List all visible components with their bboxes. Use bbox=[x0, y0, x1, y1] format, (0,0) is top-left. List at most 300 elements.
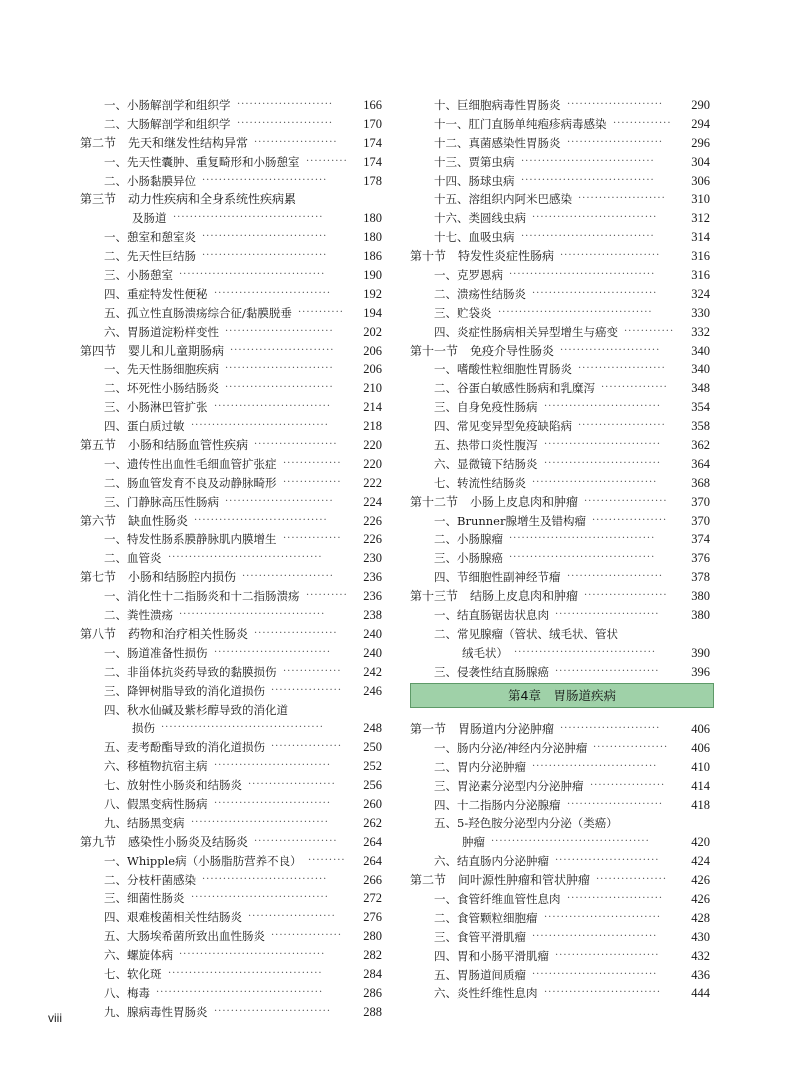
toc-entry-title: 三、自身免疫性肠病 bbox=[434, 400, 538, 415]
dot-leader: ················· bbox=[271, 930, 343, 942]
toc-entry-title: 二、食管颗粒细胞瘤 bbox=[434, 910, 538, 925]
toc-entry-page: 304 bbox=[691, 154, 710, 169]
toc-entry bbox=[410, 909, 710, 928]
toc-entry-title: 六、炎性纤维性息肉 bbox=[434, 986, 538, 1001]
dot-leader: ······································· bbox=[161, 722, 324, 734]
toc-entry-title: 二、溃疡性结肠炎 bbox=[434, 286, 526, 301]
toc-entry-page: 180 bbox=[363, 230, 382, 245]
dot-leader: ··································· bbox=[509, 533, 656, 545]
toc-entry-title: 一、克罗恩病 bbox=[434, 268, 503, 283]
toc-entry-page: 240 bbox=[363, 645, 382, 660]
toc-entry-title: 二、小肠腺瘤 bbox=[434, 532, 503, 547]
toc-entry bbox=[410, 436, 710, 455]
dot-leader: ····································· bbox=[498, 306, 653, 318]
toc-entry-page: 238 bbox=[363, 608, 382, 623]
toc-entry-page: 406 bbox=[691, 722, 710, 736]
dot-leader: ······················· bbox=[567, 798, 664, 810]
toc-entry-title: 五、热带口炎性腹泻 bbox=[434, 438, 538, 453]
toc-entry bbox=[410, 304, 710, 323]
dot-leader: ······················· bbox=[567, 99, 664, 110]
dot-leader: ································ bbox=[521, 155, 655, 167]
toc-entry-title: 一、食管纤维血管性息肉 bbox=[434, 892, 561, 907]
toc-entry bbox=[80, 493, 382, 512]
dot-leader: ································· bbox=[191, 816, 329, 828]
toc-entry-title: 四、秋水仙碱及紫杉醇导致的消化道 bbox=[104, 702, 288, 717]
dot-leader: ····················· bbox=[248, 911, 336, 923]
toc-entry-title: 十六、类圆线虫病 bbox=[434, 211, 526, 226]
toc-entry-title: 十三、贾第虫病 bbox=[434, 154, 515, 169]
toc-entry bbox=[80, 946, 382, 965]
dot-leader: ···························· bbox=[214, 646, 332, 658]
toc-entry-title: 第十二节 小肠上皮息肉和肿瘤 bbox=[410, 494, 579, 509]
toc-entry-title: 八、假黑变病性肠病 bbox=[104, 796, 208, 811]
toc-entry-title: 五、胃肠道间质瘤 bbox=[434, 967, 526, 982]
dot-leader: ················· bbox=[271, 741, 343, 753]
toc-entry-title: 三、小肠腺癌 bbox=[434, 551, 503, 566]
dot-leader: ······················· bbox=[567, 571, 664, 583]
dot-leader: ············ bbox=[624, 325, 675, 337]
toc-entry bbox=[410, 833, 710, 852]
toc-section-entry bbox=[410, 493, 710, 512]
toc-entry-title: 绒毛状） bbox=[462, 645, 508, 660]
dot-leader: ······························ bbox=[532, 212, 658, 224]
toc-entry bbox=[80, 965, 382, 984]
toc-entry-title: 十一、肛门直肠单纯疱疹病毒感染 bbox=[434, 116, 607, 131]
toc-entry-title: 一、特发性肠系膜静脉肌内膜增生 bbox=[104, 532, 277, 547]
toc-entry-page: 414 bbox=[691, 778, 710, 793]
toc-entry bbox=[80, 417, 382, 436]
toc-entry bbox=[410, 323, 710, 342]
toc-entry bbox=[80, 738, 382, 757]
toc-entry-title: 二、坏死性小肠结肠炎 bbox=[104, 381, 219, 396]
toc-entry-title: 一、肠内分泌/神经内分泌肿瘤 bbox=[434, 740, 588, 755]
toc-entry bbox=[80, 115, 382, 134]
toc-entry bbox=[410, 530, 710, 549]
dot-leader: ·························· bbox=[225, 363, 334, 375]
toc-entry-title: 二、小肠黏膜异位 bbox=[104, 173, 196, 188]
toc-entry-title: 八、梅毒 bbox=[104, 985, 150, 1000]
toc-entry-title: 六、结直肠内分泌肿瘤 bbox=[434, 854, 549, 869]
dot-leader: ································· bbox=[191, 420, 329, 432]
toc-entry-page: 424 bbox=[691, 854, 710, 869]
toc-entry-page: 340 bbox=[691, 343, 710, 358]
toc-entry bbox=[80, 266, 382, 285]
dot-leader: ···································· bbox=[173, 212, 324, 224]
toc-entry-page: 444 bbox=[691, 986, 710, 1001]
toc-entry-title: 四、重症特发性便秘 bbox=[104, 286, 208, 301]
toc-entry bbox=[410, 379, 710, 398]
dot-leader: ···················· bbox=[254, 136, 338, 148]
dot-leader: ········································ bbox=[156, 986, 324, 998]
toc-entry-title: 第六节 缺血性肠炎 bbox=[80, 513, 189, 528]
toc-entry-page: 432 bbox=[691, 948, 710, 963]
toc-entry bbox=[80, 908, 382, 927]
toc-entry bbox=[80, 587, 382, 606]
toc-entry-page: 264 bbox=[363, 834, 382, 849]
toc-entry bbox=[80, 530, 382, 549]
toc-entry-page: 310 bbox=[691, 192, 710, 207]
toc-entry-title: 一、Brunner腺增生及错构瘤 bbox=[434, 513, 586, 528]
toc-entry bbox=[410, 190, 710, 209]
dot-leader: ························· bbox=[555, 609, 660, 621]
toc-section-entry bbox=[410, 871, 710, 890]
toc-section-entry bbox=[80, 342, 382, 361]
toc-entry bbox=[80, 701, 382, 720]
dot-leader: ························· bbox=[230, 344, 335, 356]
toc-entry bbox=[410, 455, 710, 474]
dot-leader: ························· bbox=[555, 949, 660, 961]
dot-leader: ···························· bbox=[214, 401, 332, 413]
toc-entry-page: 426 bbox=[691, 873, 710, 888]
toc-entry-title: 三、门静脉高压性肠病 bbox=[104, 494, 219, 509]
toc-entry-title: 七、放射性小肠炎和结肠炎 bbox=[104, 778, 242, 793]
toc-entry bbox=[410, 512, 710, 531]
toc-entry-title: 六、螺旋体病 bbox=[104, 948, 173, 963]
toc-entry bbox=[80, 1003, 382, 1022]
toc-entry-title: 第十三节 结肠上皮息肉和肿瘤 bbox=[410, 589, 579, 604]
toc-entry-title: 第一节 胃肠道内分泌肿瘤 bbox=[410, 722, 555, 736]
toc-entry-page: 324 bbox=[691, 286, 710, 301]
toc-entry-page: 276 bbox=[363, 910, 382, 925]
toc-entry-page: 348 bbox=[691, 381, 710, 396]
toc-entry-title: 四、蛋白质过敏 bbox=[104, 419, 185, 434]
dot-leader: ················ bbox=[601, 382, 668, 394]
toc-entry-title: 二、常见腺瘤（管状、绒毛状、管状 bbox=[434, 626, 618, 641]
toc-entry bbox=[410, 644, 710, 663]
toc-entry-page: 266 bbox=[363, 872, 382, 887]
toc-entry-page: 340 bbox=[691, 362, 710, 377]
toc-entry-page: 194 bbox=[363, 305, 382, 320]
toc-entry-title: 十二、真菌感染性胃肠炎 bbox=[434, 135, 561, 150]
dot-leader: ···························· bbox=[214, 1005, 332, 1017]
toc-entry-page: 368 bbox=[691, 475, 710, 490]
toc-entry-title: 四、节细胞性副神经节瘤 bbox=[434, 570, 561, 585]
toc-entry-page: 180 bbox=[363, 211, 382, 226]
toc-entry bbox=[410, 474, 710, 493]
toc-entry-title: 四、炎症性肠病相关异型增生与癌变 bbox=[434, 324, 618, 339]
dot-leader: ······································ bbox=[491, 836, 650, 848]
toc-entry-title: 第二节 间叶源性肿瘤和管状肿瘤 bbox=[410, 873, 591, 888]
toc-entry-page: 358 bbox=[691, 419, 710, 434]
toc-entry-title: 五、大肠埃希菌所致出血性肠炎 bbox=[104, 929, 265, 944]
toc-entry-title: 三、小肠憩室 bbox=[104, 268, 173, 283]
toc-entry-title: 第十一节 免疫介导性肠炎 bbox=[410, 343, 555, 358]
toc-entry-page: 436 bbox=[691, 967, 710, 982]
dot-leader: ····················· bbox=[578, 420, 666, 432]
toc-entry-page: 186 bbox=[363, 249, 382, 264]
toc-entry-page: 246 bbox=[363, 683, 382, 698]
toc-entry bbox=[410, 115, 710, 134]
toc-entry-page: 284 bbox=[363, 966, 382, 981]
toc-entry bbox=[80, 984, 382, 1003]
dot-leader: ······························ bbox=[532, 930, 658, 942]
toc-entry bbox=[410, 360, 710, 379]
toc-entry-page: 256 bbox=[363, 778, 382, 793]
toc-entry-title: 二、大肠解剖学和组织学 bbox=[104, 116, 231, 131]
dot-leader: ·············· bbox=[613, 117, 672, 129]
toc-entry bbox=[80, 360, 382, 379]
toc-entry-title: 三、降钾树脂导致的消化道损伤 bbox=[104, 683, 265, 698]
dot-leader: ········· bbox=[308, 854, 346, 866]
dot-leader: ··································· bbox=[179, 609, 326, 621]
dot-leader: ······················ bbox=[242, 571, 334, 583]
toc-section-entry bbox=[410, 247, 710, 266]
toc-section-entry bbox=[410, 720, 710, 739]
dot-leader: ························· bbox=[555, 665, 660, 677]
toc-entry bbox=[410, 398, 710, 417]
toc-entry bbox=[410, 209, 710, 228]
toc-entry-title: 七、软化斑 bbox=[104, 966, 162, 981]
toc-entry-title: 五、麦考酚酯导致的消化道损伤 bbox=[104, 740, 265, 755]
toc-entry bbox=[410, 606, 710, 625]
toc-entry-title: 六、移植物抗宿主病 bbox=[104, 759, 208, 774]
dot-leader: ······························ bbox=[202, 231, 328, 243]
toc-entry bbox=[410, 796, 710, 815]
toc-column-right-chapter4 bbox=[410, 720, 710, 1003]
toc-entry-title: 三、侵袭性结直肠腺癌 bbox=[434, 664, 549, 679]
toc-entry-page: 202 bbox=[363, 324, 382, 339]
toc-entry-title: 第四节 婴儿和儿童期肠病 bbox=[80, 343, 225, 358]
toc-entry-page: 210 bbox=[363, 381, 382, 396]
toc-entry bbox=[80, 379, 382, 398]
dot-leader: ································ bbox=[521, 174, 655, 186]
toc-entry bbox=[80, 153, 382, 172]
toc-entry-title: 第五节 小肠和结肠血管性疾病 bbox=[80, 438, 249, 453]
dot-leader: ······················· bbox=[237, 117, 334, 129]
dot-leader: ···················· bbox=[584, 590, 668, 602]
toc-entry-page: 370 bbox=[691, 494, 710, 509]
dot-leader: ·············· bbox=[283, 533, 342, 545]
toc-entry bbox=[80, 304, 382, 323]
toc-entry-title: 三、胃泌素分泌型内分泌肿瘤 bbox=[434, 778, 584, 793]
toc-entry-title: 九、结肠黑变病 bbox=[104, 815, 185, 830]
toc-entry bbox=[410, 890, 710, 909]
dot-leader: ······························ bbox=[532, 760, 658, 772]
toc-entry-title: 第十节 特发性炎症性肠病 bbox=[410, 249, 555, 264]
toc-entry-page: 354 bbox=[691, 400, 710, 415]
toc-entry bbox=[410, 814, 710, 833]
dot-leader: ················· bbox=[596, 874, 668, 886]
toc-entry-title: 九、腺病毒性胃肠炎 bbox=[104, 1004, 208, 1019]
toc-entry-page: 378 bbox=[691, 570, 710, 585]
toc-entry-page: 248 bbox=[363, 721, 382, 736]
toc-entry-title: 一、肠道准备性损伤 bbox=[104, 645, 208, 660]
toc-entry-page: 214 bbox=[363, 400, 382, 415]
toc-entry-title: 肿瘤 bbox=[462, 835, 485, 850]
toc-entry bbox=[80, 96, 382, 115]
dot-leader: ·························· bbox=[225, 325, 334, 337]
toc-entry-page: 290 bbox=[691, 98, 710, 112]
toc-entry-title: 一、嗜酸性粒细胞性胃肠炎 bbox=[434, 362, 572, 377]
toc-entry-page: 226 bbox=[363, 532, 382, 547]
toc-entry-page: 260 bbox=[363, 796, 382, 811]
toc-entry bbox=[80, 795, 382, 814]
dot-leader: ···················· bbox=[254, 439, 338, 451]
toc-entry-page: 250 bbox=[363, 740, 382, 755]
dot-leader: ························ bbox=[560, 723, 661, 734]
toc-entry-title: 六、显微镜下结肠炎 bbox=[434, 456, 538, 471]
dot-leader: ······························ bbox=[532, 476, 658, 488]
toc-entry-page: 374 bbox=[691, 532, 710, 547]
toc-entry-title: 第二节 先天和继发性结构异常 bbox=[80, 135, 249, 150]
toc-entry bbox=[410, 966, 710, 985]
toc-section-entry bbox=[410, 342, 710, 361]
toc-entry-page: 190 bbox=[363, 268, 382, 283]
toc-entry bbox=[80, 889, 382, 908]
toc-entry-page: 364 bbox=[691, 456, 710, 471]
toc-entry-page: 166 bbox=[363, 98, 382, 112]
toc-section-entry bbox=[80, 190, 382, 209]
toc-entry-page: 316 bbox=[691, 249, 710, 264]
toc-entry-page: 406 bbox=[691, 740, 710, 755]
toc-entry bbox=[80, 209, 382, 228]
toc-section-entry bbox=[80, 568, 382, 587]
toc-entry-page: 220 bbox=[363, 456, 382, 471]
dot-leader: ···························· bbox=[544, 457, 662, 469]
toc-entry-title: 二、胃内分泌肿瘤 bbox=[434, 759, 526, 774]
toc-entry-title: 一、Whipple病（小肠脂肪营养不良） bbox=[104, 853, 302, 868]
toc-column-right bbox=[410, 96, 710, 682]
dot-leader: ····················· bbox=[248, 779, 336, 791]
page-number: viii bbox=[48, 1011, 62, 1025]
toc-section-entry bbox=[80, 625, 382, 644]
toc-entry bbox=[80, 776, 382, 795]
dot-leader: ························· bbox=[555, 855, 660, 867]
toc-section-entry bbox=[80, 833, 382, 852]
toc-entry-page: 430 bbox=[691, 929, 710, 944]
toc-entry bbox=[410, 663, 710, 682]
dot-leader: ·················· bbox=[592, 514, 668, 526]
toc-entry bbox=[80, 474, 382, 493]
toc-entry bbox=[410, 228, 710, 247]
toc-entry-title: 一、先天性囊肿、重复畸形和小肠憩室 bbox=[104, 154, 300, 169]
toc-entry bbox=[80, 323, 382, 342]
toc-entry bbox=[410, 947, 710, 966]
toc-entry-page: 192 bbox=[363, 286, 382, 301]
toc-entry-page: 230 bbox=[363, 551, 382, 566]
toc-entry bbox=[410, 172, 710, 191]
toc-entry-title: 三、小肠淋巴管扩张 bbox=[104, 400, 208, 415]
toc-entry-page: 420 bbox=[691, 835, 710, 850]
toc-entry-title: 第九节 感染性小肠炎及结肠炎 bbox=[80, 834, 249, 849]
dot-leader: ··································· bbox=[179, 949, 326, 961]
dot-leader: ·········· bbox=[306, 590, 348, 602]
toc-entry bbox=[80, 871, 382, 890]
toc-entry-page: 174 bbox=[363, 154, 382, 169]
toc-entry-page: 264 bbox=[363, 853, 382, 868]
toc-entry-page: 272 bbox=[363, 891, 382, 906]
toc-entry-page: 380 bbox=[691, 608, 710, 623]
toc-section-entry bbox=[410, 587, 710, 606]
toc-entry-page: 376 bbox=[691, 551, 710, 566]
toc-entry-page: 178 bbox=[363, 173, 382, 188]
toc-entry-page: 240 bbox=[363, 626, 382, 641]
toc-entry-page: 428 bbox=[691, 910, 710, 925]
toc-entry-page: 330 bbox=[691, 305, 710, 320]
dot-leader: ····································· bbox=[168, 552, 323, 564]
toc-entry-title: 损伤 bbox=[132, 721, 155, 736]
dot-leader: ····················· bbox=[578, 193, 666, 205]
toc-entry bbox=[80, 549, 382, 568]
dot-leader: ···················· bbox=[584, 495, 668, 507]
toc-entry bbox=[410, 134, 710, 153]
dot-leader: ······························ bbox=[202, 873, 328, 885]
toc-entry-title: 二、谷蛋白敏感性肠病和乳糜泻 bbox=[434, 381, 595, 396]
toc-entry-page: 252 bbox=[363, 759, 382, 774]
toc-entry-page: 282 bbox=[363, 948, 382, 963]
dot-leader: ························ bbox=[560, 250, 661, 262]
toc-entry-title: 二、先天性巨结肠 bbox=[104, 249, 196, 264]
dot-leader: ································· bbox=[191, 892, 329, 904]
chapter-title: 第4章 胃肠道疾病 bbox=[508, 688, 616, 703]
dot-leader: ·················· bbox=[590, 779, 666, 791]
toc-entry-page: 262 bbox=[363, 815, 382, 830]
dot-leader: ···························· bbox=[544, 911, 662, 923]
toc-entry-page: 286 bbox=[363, 985, 382, 1000]
toc-entry-title: 五、5-羟色胺分泌型内分泌（类癌） bbox=[434, 816, 618, 831]
toc-entry-page: 224 bbox=[363, 494, 382, 509]
toc-entry bbox=[80, 398, 382, 417]
toc-entry-page: 226 bbox=[363, 513, 382, 528]
dot-leader: ······················· bbox=[567, 893, 664, 905]
dot-leader: ·································· bbox=[514, 646, 657, 658]
dot-leader: ······················· bbox=[237, 99, 334, 110]
toc-entry-page: 296 bbox=[691, 135, 710, 150]
toc-entry-title: 四、十二指肠内分泌腺瘤 bbox=[434, 797, 561, 812]
toc-entry-title: 一、结直肠锯齿状息肉 bbox=[434, 608, 549, 623]
toc-entry-page: 314 bbox=[691, 230, 710, 245]
toc-entry bbox=[410, 984, 710, 1003]
toc-entry bbox=[410, 777, 710, 796]
toc-entry-page: 418 bbox=[691, 797, 710, 812]
chapter-heading-banner bbox=[410, 683, 714, 708]
toc-entry-page: 220 bbox=[363, 438, 382, 453]
toc-entry bbox=[410, 739, 710, 758]
toc-entry bbox=[80, 644, 382, 663]
dot-leader: ················· bbox=[271, 684, 343, 696]
toc-entry-title: 二、肠血管发育不良及动静脉畸形 bbox=[104, 475, 277, 490]
toc-entry bbox=[80, 285, 382, 304]
toc-entry bbox=[410, 549, 710, 568]
dot-leader: ···················· bbox=[254, 835, 338, 847]
toc-entry-page: 236 bbox=[363, 570, 382, 585]
dot-leader: ····················· bbox=[578, 363, 666, 375]
toc-entry-page: 206 bbox=[363, 343, 382, 358]
toc-entry-page: 362 bbox=[691, 438, 710, 453]
toc-entry-title: 三、食管平滑肌瘤 bbox=[434, 929, 526, 944]
dot-leader: ·················· bbox=[593, 741, 669, 753]
toc-entry bbox=[410, 285, 710, 304]
toc-entry-title: 六、胃肠道淀粉样变性 bbox=[104, 324, 219, 339]
toc-entry bbox=[410, 625, 710, 644]
toc-section-entry bbox=[80, 134, 382, 153]
toc-entry-title: 及肠道 bbox=[132, 211, 167, 226]
toc-entry-title: 一、先天性肠细胞疾病 bbox=[104, 362, 219, 377]
toc-entry-title: 十、巨细胞病毒性胃肠炎 bbox=[434, 98, 561, 112]
toc-entry bbox=[80, 247, 382, 266]
toc-entry bbox=[410, 928, 710, 947]
toc-entry-page: 236 bbox=[363, 589, 382, 604]
toc-entry bbox=[80, 663, 382, 682]
toc-entry bbox=[80, 852, 382, 871]
dot-leader: ···························· bbox=[544, 987, 662, 999]
dot-leader: ·············· bbox=[283, 665, 342, 677]
toc-entry-page: 306 bbox=[691, 173, 710, 188]
dot-leader: ·············· bbox=[283, 457, 342, 469]
dot-leader: ····································· bbox=[168, 967, 323, 979]
toc-entry-page: 170 bbox=[363, 116, 382, 131]
dot-leader: ······························ bbox=[532, 968, 658, 980]
